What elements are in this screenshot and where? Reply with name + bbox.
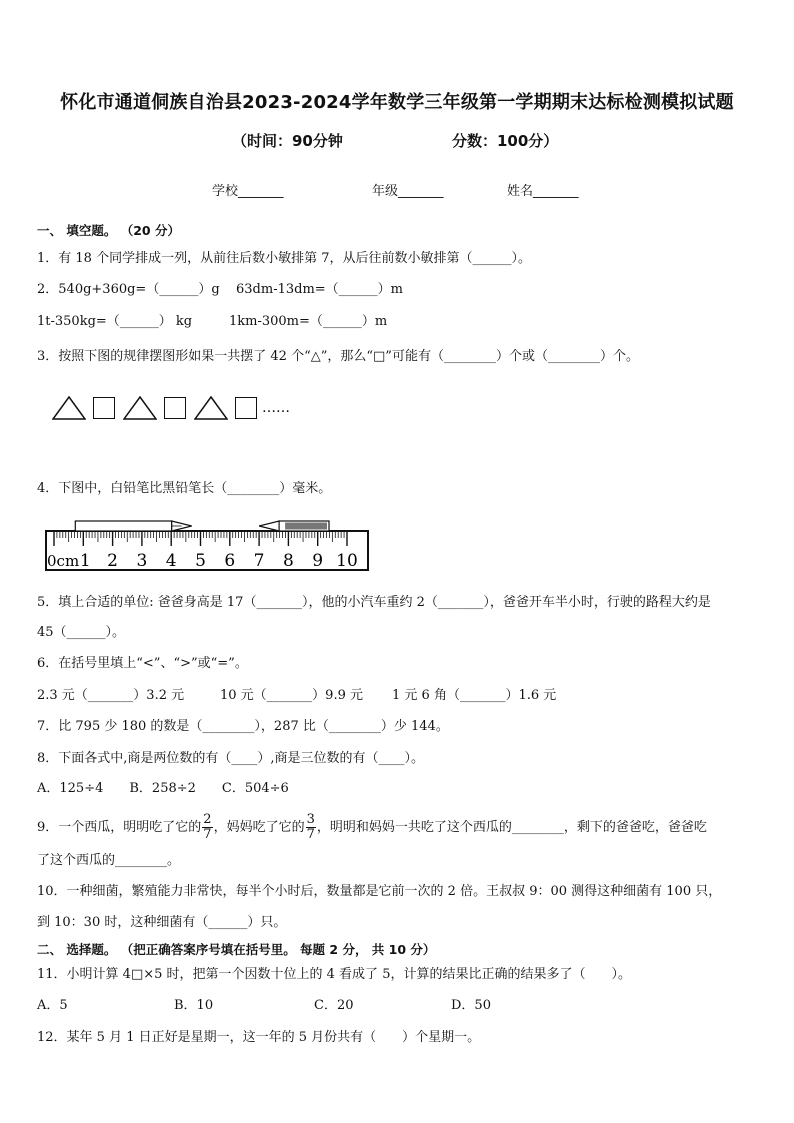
ruler-label: 2 — [107, 551, 119, 571]
question-12: 12．某年 5 月 1 日正好是星期一，这一年的 5 月份共有（ ）个星期一。 — [37, 1030, 481, 1045]
question-8-options: A．125÷4 B．258÷2 C．504÷6 — [37, 781, 289, 796]
question-2d: 1km-300m=（______）m — [229, 314, 388, 329]
exam-score: 分数：100分） — [452, 132, 559, 150]
q9-text-a: 9．一个西瓜，明明吃了它的 — [37, 820, 202, 835]
grade-field: 年级_______ — [372, 184, 444, 199]
fraction-3-7 — [306, 813, 316, 842]
ruler-label: 10 — [336, 551, 358, 571]
q11-option-c: C．20 — [314, 998, 354, 1013]
ruler-figure — [45, 516, 370, 576]
square-icon — [164, 397, 186, 419]
exam-title: 怀化市通道侗族自治县2023-2024学年数学三年级第一学期期末达标检测模拟试题 — [60, 92, 734, 113]
ruler-label: 9 — [312, 551, 324, 571]
fraction-denominator: 7 — [203, 827, 212, 842]
ruler-label: 1 — [79, 551, 91, 571]
q11-option-a: A．5 — [37, 998, 68, 1013]
ruler-label: 7 — [253, 551, 265, 571]
q11-option-b: B．10 — [174, 998, 214, 1013]
question-10b: 到 10：30 时，这种细菌有（______）只。 — [37, 915, 287, 930]
question-2b: 63dm-13dm=（______）m — [236, 282, 403, 297]
q9-text-c: ，明明和妈妈一共吃了这个西瓜的________，剩下的爸爸吃，爸爸吃 — [316, 820, 707, 835]
question-10a: 10．一种细菌，繁殖能力非常快，每半个小时后，数量都是它前一次的 2 倍。王叔叔 9：00 测得这种细菌有 100 只， — [37, 884, 722, 899]
name-field: 姓名_______ — [507, 184, 579, 199]
section-1-heading: 一、 填空题。 （20 分） — [37, 223, 180, 238]
triangle-icon — [52, 396, 86, 420]
question-3: 3．按照下图的规律摆图形如果一共摆了 42 个“△”，那么“□”可能有（________）个或（________）个。 — [37, 349, 639, 364]
triangle-icon — [123, 396, 157, 420]
black-pencil — [259, 521, 329, 531]
question-11: 11．小明计算 4□×5 时，把第一个因数十位上的 4 看成了 5，计算的结果比正确的结果多了（ ）。 — [37, 967, 631, 982]
question-1: 1．有 18 个同学排成一列，从前往后数小敏排第 7，从后往前数小敏排第（______）。 — [37, 251, 531, 266]
question-6c: 1 元 6 角（_______）1.6 元 — [392, 688, 557, 703]
fraction-numerator: 2 — [203, 812, 212, 827]
q9-text-b: ，妈妈吃了它的 — [213, 820, 305, 835]
ruler-label: 8 — [282, 551, 294, 571]
square-icon — [235, 397, 257, 419]
fraction-numerator: 3 — [306, 812, 315, 827]
question-6a: 2.3 元（_______）3.2 元 — [37, 688, 185, 703]
question-9 — [37, 812, 707, 844]
question-4: 4．下图中，白铅笔比黑铅笔长（________）毫米。 — [37, 481, 332, 496]
fraction-denominator: 7 — [306, 827, 315, 842]
question-6b: 10 元（_______）9.9 元 — [220, 688, 363, 703]
fraction-2-7 — [202, 813, 212, 842]
q11-option-d: D．50 — [451, 998, 491, 1013]
ruler-label: 5 — [195, 551, 206, 571]
triangle-icon — [194, 396, 228, 420]
school-field: 学校_______ — [212, 184, 284, 199]
square-icon — [93, 397, 115, 419]
ellipsis: …… — [262, 400, 290, 416]
ruler — [45, 516, 370, 572]
ruler-label: 3 — [136, 551, 148, 571]
question-8: 8．下面各式中,商是两位数的有（____）,商是三位数的有（____）。 — [37, 751, 425, 766]
white-pencil — [75, 521, 191, 531]
question-2c: 1t-350kg=（______） kg — [37, 314, 193, 329]
question-5a: 5．填上合适的单位: 爸爸身高是 17（_______），他的小汽车重约 2（_______），爸爸开车半小时，行驶的路程大约是 — [37, 595, 711, 610]
question-7: 7．比 795 少 180 的数是（________），287 比（________）少 144。 — [37, 719, 449, 734]
ruler-unit: 0cm — [47, 552, 80, 570]
question-9-cont: 了这个西瓜的________。 — [37, 853, 181, 868]
section-2-heading: 二、 选择题。 （把正确答案序号填在括号里。 每题 2 分， 共 10 分） — [37, 942, 436, 957]
ruler-label: 6 — [224, 551, 236, 571]
question-2a: 2．540g+360g=（______）g — [37, 282, 220, 297]
exam-time: （时间：90分钟 — [232, 132, 343, 150]
question-5b: 45（______）。 — [37, 625, 126, 640]
ruler-label: 4 — [165, 551, 177, 571]
question-6: 6．在括号里填上“<”、“>”或“=”。 — [37, 656, 248, 671]
